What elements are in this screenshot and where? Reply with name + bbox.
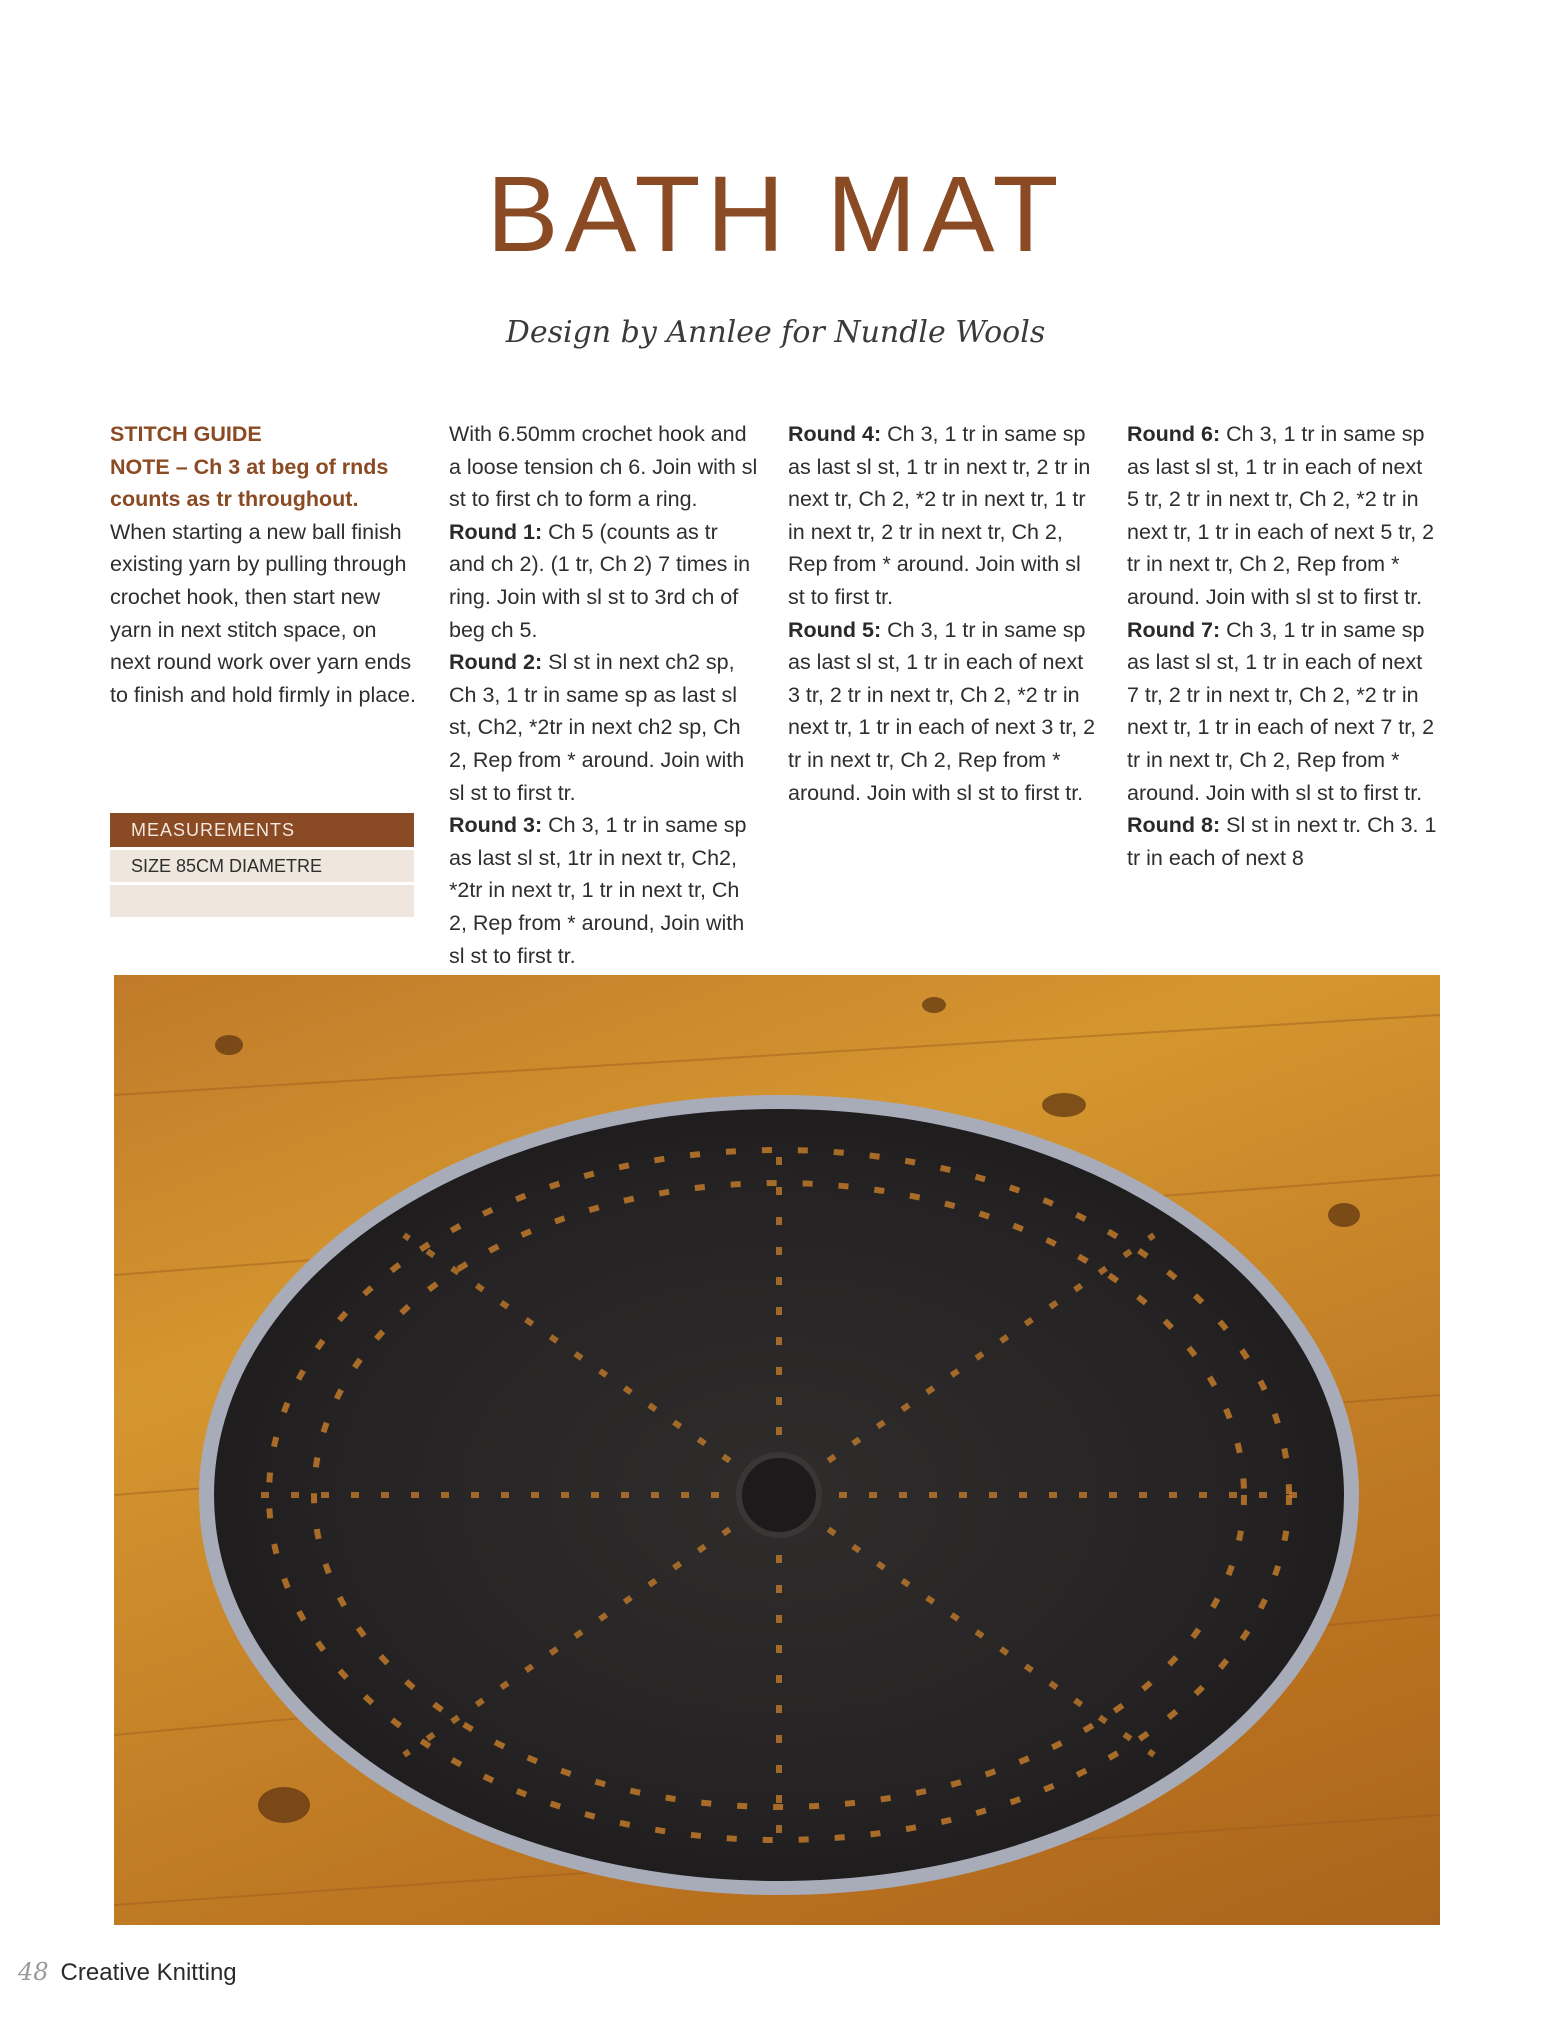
round-8-label: Round 8: bbox=[1127, 813, 1221, 838]
instructions-column-2 bbox=[449, 418, 759, 972]
round-6 bbox=[1127, 418, 1437, 614]
measurements-size: SIZE 85CM DIAMETRE bbox=[110, 850, 414, 882]
round-4-label: Round 4: bbox=[788, 422, 882, 446]
designer-byline: Design by Annlee for Nundle Wools bbox=[505, 315, 1046, 350]
round-5-label: Round 5: bbox=[788, 617, 882, 642]
page-title: BATH MAT bbox=[486, 153, 1065, 274]
measurements-empty-row bbox=[110, 885, 414, 917]
round-4 bbox=[788, 418, 1098, 614]
stitch-guide-heading: STITCH GUIDE bbox=[110, 422, 262, 446]
page-footer bbox=[18, 1958, 237, 1987]
round-2-text: Sl st in next ch2 sp, Ch 3, 1 tr in same sp as last sl st, Ch2, *2tr in next ch2 sp, Ch 2, Rep from * around. Join with sl st to first tr. bbox=[449, 650, 745, 805]
instructions-column-4 bbox=[1127, 418, 1437, 874]
instructions-column-3 bbox=[788, 418, 1098, 809]
round-8-text: Sl st in next tr. Ch 3. 1 tr in each of next 8 bbox=[1127, 813, 1437, 870]
intro-text: With 6.50mm crochet hook and a loose tension ch 6. Join with sl st to first ch to form a ring. bbox=[449, 422, 758, 512]
bath-mat-illustration bbox=[114, 975, 1440, 1925]
round-5-text: Ch 3, 1 tr in same sp as last sl st, 1 tr in each of next 3 tr, 2 tr in next tr, Ch 2, *2 tr in next tr, 1 tr in each of next 3 tr, 2 tr in next tr, Ch 2, Rep from * around. Join with sl st to first tr. bbox=[788, 617, 1096, 805]
round-6-label: Round 6: bbox=[1127, 422, 1221, 446]
round-1-text: Ch 5 (counts as tr and ch 2). (1 tr, Ch 2) 7 times in ring. Join with sl st to 3rd ch of beg ch 5. bbox=[449, 519, 751, 642]
round-7 bbox=[1127, 614, 1437, 810]
bath-mat-photo bbox=[114, 975, 1440, 1925]
round-3-text: Ch 3, 1 tr in same sp as last sl st, 1tr in next tr, Ch2, *2tr in next tr, 1 tr in next tr, Ch 2, Rep from * around, Join with sl st to first tr. bbox=[449, 813, 747, 968]
round-1 bbox=[449, 516, 759, 646]
page-number: 48 bbox=[18, 1958, 49, 1986]
round-1-label: Round 1: bbox=[449, 519, 543, 544]
round-6-text: Ch 3, 1 tr in same sp as last sl st, 1 tr in each of next 5 tr, 2 tr in next tr, Ch 2, *2 tr in next tr, 1 tr in each of next 5 tr, 2 tr in next tr, Ch 2, Rep from * around. Join with sl st to first tr. bbox=[1127, 422, 1435, 609]
mat-center bbox=[739, 1455, 819, 1535]
round-4-text: Ch 3, 1 tr in same sp as last sl st, 1 tr in next tr, 2 tr in next tr, Ch 2, *2 tr in next tr, 1 tr in next tr, 2 tr in next tr, Ch 2, Rep from * around. Join with sl st to first tr. bbox=[788, 422, 1091, 609]
round-5 bbox=[788, 614, 1098, 810]
stitch-guide-column bbox=[110, 418, 420, 711]
measurements-heading: MEASUREMENTS bbox=[110, 813, 414, 847]
round-8 bbox=[1127, 809, 1437, 874]
round-7-label: Round 7: bbox=[1127, 617, 1221, 642]
round-3-label: Round 3: bbox=[449, 813, 543, 838]
round-2-label: Round 2: bbox=[449, 650, 543, 675]
magazine-name: Creative Knitting bbox=[60, 1959, 237, 1986]
round-3 bbox=[449, 809, 759, 972]
round-2 bbox=[449, 646, 759, 809]
measurements-box bbox=[110, 813, 414, 917]
round-7-text: Ch 3, 1 tr in same sp as last sl st, 1 tr in each of next 7 tr, 2 tr in next tr, Ch 2, *2 tr in next tr, 1 tr in each of next 7 tr, 2 tr in next tr, Ch 2, Rep from * around. Join with sl st to first tr. bbox=[1127, 617, 1435, 805]
stitch-guide-text: When starting a new ball finish existing yarn by pulling through crochet hook, then start new yarn in next stitch space, on next round work over yarn ends to finish and hold firmly in place. bbox=[110, 519, 416, 707]
stitch-guide-note: NOTE – Ch 3 at beg of rnds counts as tr throughout. bbox=[110, 454, 389, 512]
